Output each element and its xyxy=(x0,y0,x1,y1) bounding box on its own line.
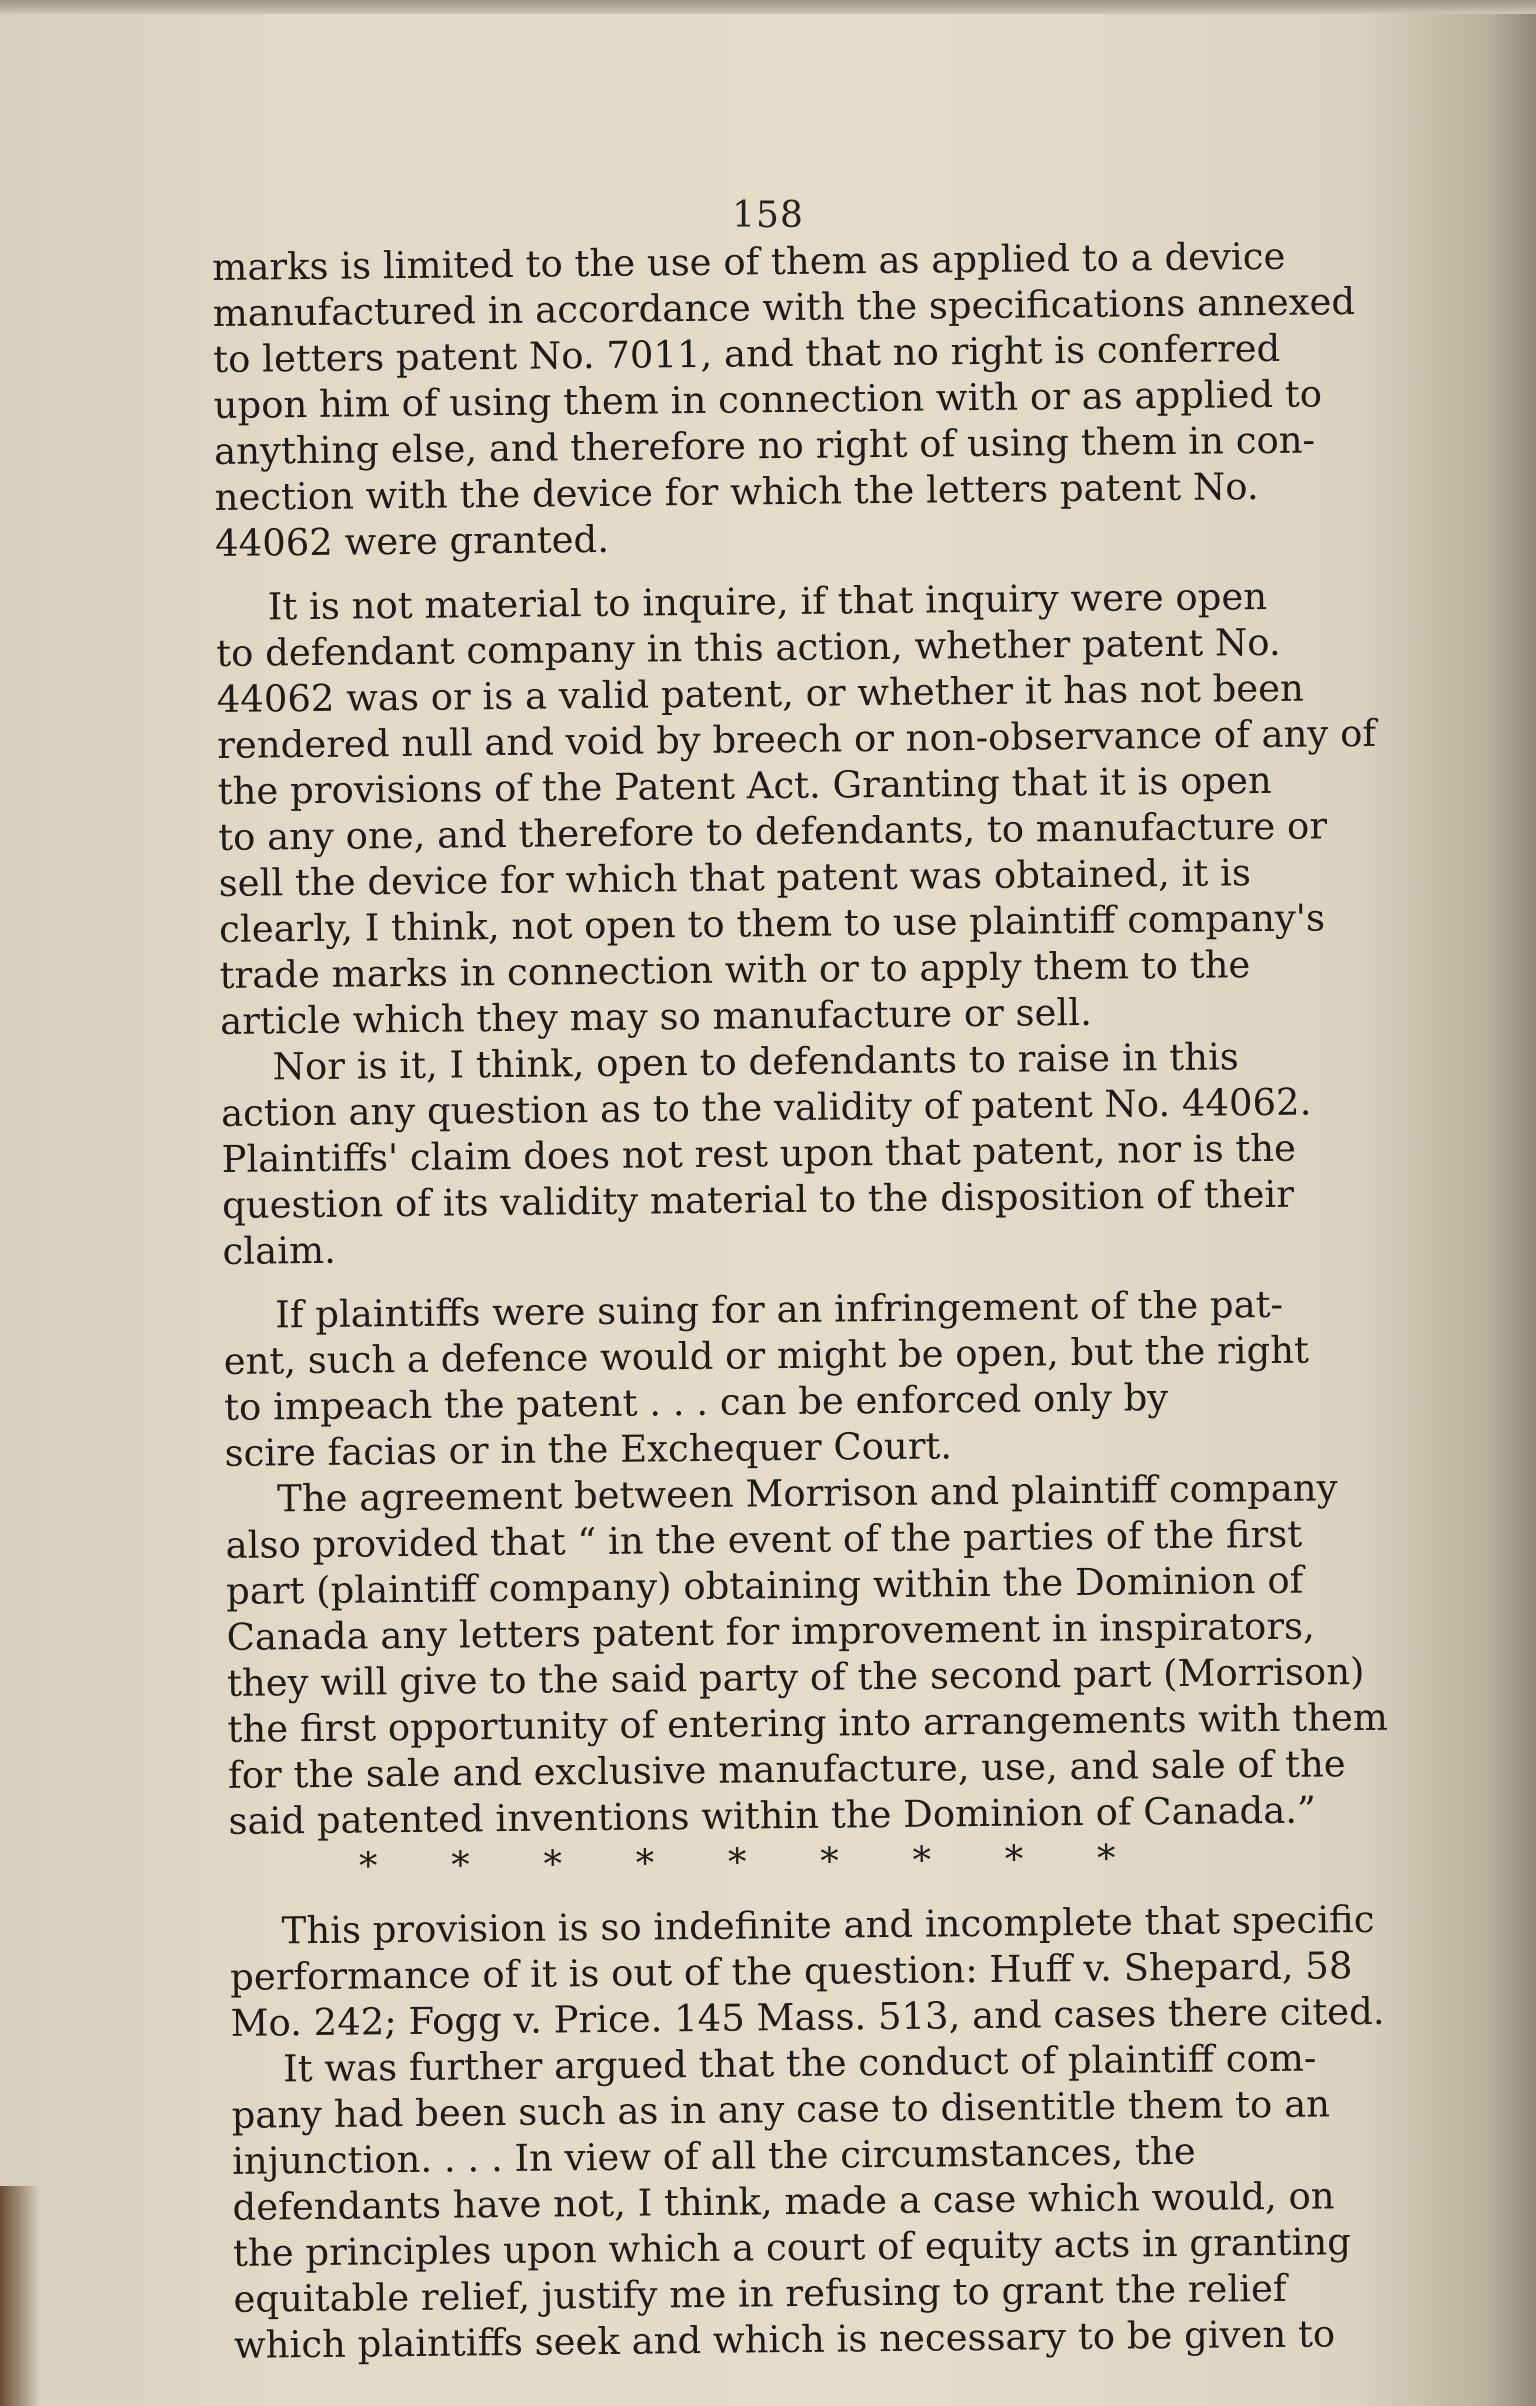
text-line: nection with the device for which the letters patent No. xyxy=(214,465,1259,519)
text-line: performance of it is out of the question: Huff v. Shepard, 58 xyxy=(229,1944,1353,1999)
section-break-asterisks: * * * * * * * * * xyxy=(358,1836,1116,1888)
page-top-edge xyxy=(0,0,1536,14)
text-line: It is not material to inquire, if that inquiry were open xyxy=(267,574,1268,629)
page-number: 158 xyxy=(732,195,804,236)
paragraph xyxy=(223,1281,1365,1477)
text-line: defendants have not, I think, made a case which would, on xyxy=(232,2174,1335,2229)
text-line: to defendant company in this action, whether patent No. xyxy=(216,620,1281,675)
text-line: 44062 were granted. xyxy=(214,517,610,565)
text-line: also provided that “ in the event of the parties of the first xyxy=(225,1512,1303,1567)
text-line: rendered null and void by breech or non-observance of any of xyxy=(217,711,1377,767)
text-line: the principles upon which a court of equity acts in granting xyxy=(232,2220,1352,2275)
text-line: pany had been such as in any case to disentitle them to an xyxy=(231,2082,1331,2137)
text-line: Mo. 242; Fogg v. Price. 145 Mass. 513, and cases there cited. xyxy=(230,1989,1385,2045)
text-line: question of its validity material to the disposition of their xyxy=(221,1172,1295,1227)
text-line: to any one, and therefore to defendants, to manufacture or xyxy=(217,804,1328,859)
text-line: If plaintiffs were suing for an infringement of the pat- xyxy=(274,1282,1284,1337)
text-line: scire facias or in the Exchequer Court. xyxy=(224,1424,953,1475)
paragraph xyxy=(216,573,1377,1045)
text-line: It was further argued that the conduct of plaintiff com- xyxy=(282,2036,1317,2091)
text-line: anything else, and therefore no right of using them in con- xyxy=(213,418,1316,473)
text-line: marks is limited to the use of them as applied to a device xyxy=(212,234,1286,289)
text-line: Nor is it, I think, open to defendants to raise in this xyxy=(272,1035,1240,1089)
text-line: Plaintiffs' claim does not rest upon that patent, nor is the xyxy=(221,1126,1297,1181)
text-line: clearly, I think, not open to them to use plaintiff company's xyxy=(218,896,1326,951)
page-corner-shadow xyxy=(0,2186,40,2406)
text-line: article which they may so manufacture or sell. xyxy=(219,990,1093,1043)
paragraph xyxy=(225,1465,1389,1845)
text-line: upon him of using them in connection with or as applied to xyxy=(213,372,1323,427)
text-line: equitable relief, justify me in refusing to grant the relief xyxy=(233,2266,1287,2321)
paragraph xyxy=(212,233,1355,567)
text-line: action any question as to the validity of patent No. 44062. xyxy=(220,1080,1312,1135)
text-line: trade marks in connection with or to apply them to the xyxy=(219,943,1251,997)
text-line: manufactured in accordance with the specifications annexed xyxy=(212,280,1356,335)
text-line: which plaintiffs seek and which is necessary to be given to xyxy=(233,2312,1336,2367)
text-line: The agreement between Morrison and plaintiff company xyxy=(276,1466,1338,1521)
text-line: for the sale and exclusive manufacture, use, and sale of the xyxy=(227,1742,1346,1797)
paragraph xyxy=(220,1033,1362,1275)
text-line: Canada any letters patent for improvement in inspirators, xyxy=(226,1604,1315,1659)
text-line: ent, such a defence would or might be open, but the right xyxy=(223,1328,1310,1383)
paragraph xyxy=(231,2035,1374,2369)
text-line: to impeach the patent . . . can be enforced only by xyxy=(223,1376,1169,1429)
body-text xyxy=(212,233,1389,2369)
text-line: part (plaintiff company) obtaining within the Dominion of xyxy=(225,1558,1304,1613)
text-line: This provision is so indefinite and incomplete that specific xyxy=(281,1897,1375,1953)
text-line: said patented inventions within the Dominion of Canada.” xyxy=(228,1788,1317,1843)
text-line: the first opportunity of entering into arrangements with them xyxy=(227,1695,1389,1751)
text-line: claim. xyxy=(222,1228,337,1273)
text-line: to letters patent No. 7011, and that no right is conferred xyxy=(212,326,1281,381)
text-line: 44062 was or is a valid patent, or whether it has not been xyxy=(216,666,1305,721)
text-line: the provisions of the Patent Act. Granting that it is open xyxy=(217,758,1272,813)
paragraph xyxy=(229,1897,1385,2047)
text-line: sell the device for which that patent was obtained, it is xyxy=(218,851,1252,905)
text-line: they will give to the said party of the second part (Morrison) xyxy=(226,1650,1365,1705)
text-line: injunction. . . . In view of all the circumstances, the xyxy=(231,2129,1196,2183)
